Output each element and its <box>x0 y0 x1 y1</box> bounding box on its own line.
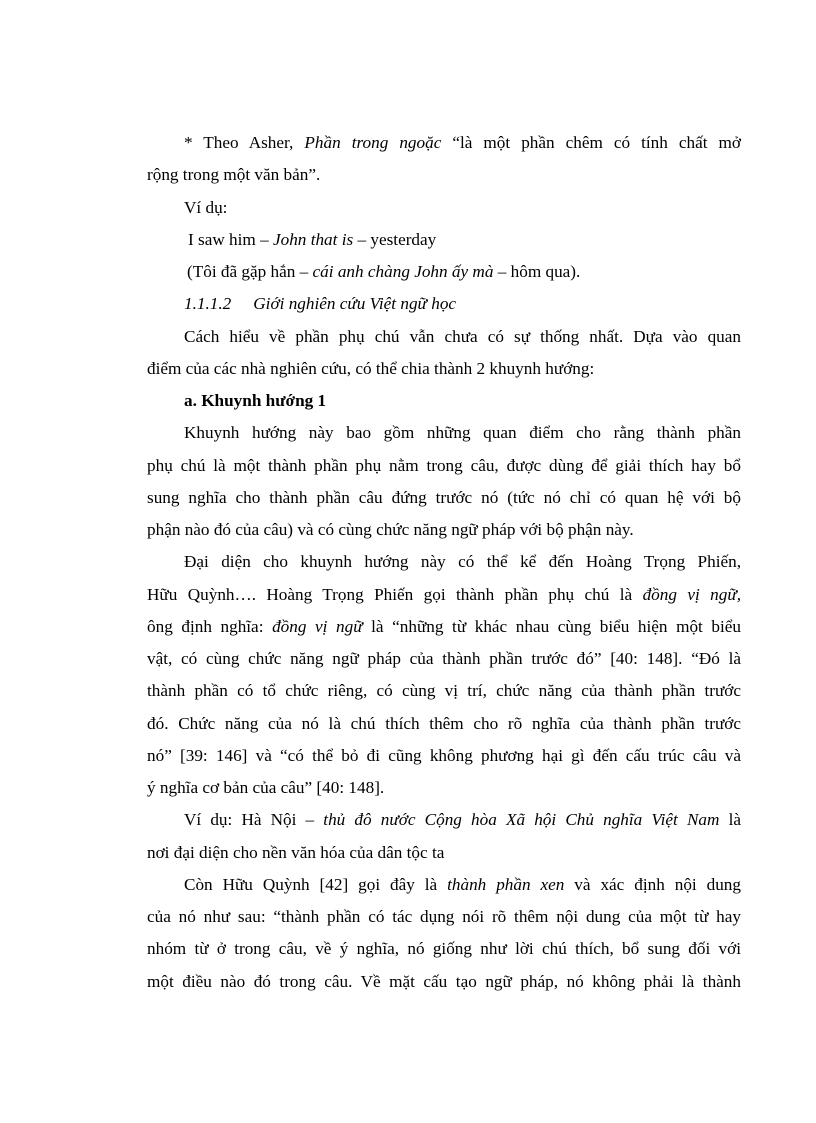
paragraph-3-line-3: sung nghĩa cho thành phần câu đứng trước nó (tức nó chỉ có quan hệ với bộ <box>147 487 741 507</box>
paragraph-3-line-1: Khuynh hướng này bao gồm những quan điểm cho rằng thành phần <box>184 423 741 443</box>
paragraph-4-line-1: Đại diện cho khuynh hướng này có thể kể đến Hoàng Trọng Phiến, <box>184 552 741 572</box>
paragraph-2-line-1: Cách hiểu về phần phụ chú vẫn chưa có sự thống nhất. Dựa vào quan <box>184 326 741 346</box>
paragraph-3-line-4: phận nào đó của câu) và có cùng chức năng ngữ pháp với bộ phận này. <box>147 520 634 539</box>
paragraph-3-line-2: phụ chú là một thành phần phụ nằm trong câu, được dùng để giải thích hay bổ <box>147 455 741 475</box>
example-label: Ví dụ: <box>184 197 228 217</box>
paragraph-6-line-2: của nó như sau: “thành phần có tác dụng nói rõ thêm nội dung của một từ hay <box>147 907 741 926</box>
paragraph-6-line-1: Còn Hữu Quỳnh [42] gọi đây là thành phần xen và xác định nội dung <box>184 874 741 894</box>
page-body <box>147 127 741 998</box>
section-number: 1.1.1.2 <box>184 294 232 314</box>
paragraph-2-line-2: điểm của các nhà nghiên cứu, có thể chia thành 2 khuynh hướng: <box>147 358 595 378</box>
paragraph-6-line-4: một điều nào đó trong câu. Về mặt cấu tạo ngữ pháp, nó không phải là thành <box>147 971 741 991</box>
paragraph-4-line-7: nó” [39: 146] và “có thể bỏ đi cũng không phương hại gì đến cấu trúc câu và <box>147 745 741 765</box>
paragraph-4-line-3: ông định nghĩa: đồng vị ngữ là “những từ khác nhau cùng biểu hiện một biểu <box>147 616 742 636</box>
paragraph-5-line-2: nơi đại diện cho nền văn hóa của dân tộc ta <box>147 842 445 862</box>
paragraph-4-line-5: thành phần có tổ chức riêng, có cùng vị trí, chức năng của thành phần trước <box>147 681 741 701</box>
paragraph-4-line-8: ý nghĩa cơ bản của câu” [40: 148]. <box>147 778 385 797</box>
asher-definition-line-1: * Theo Asher, Phần trong ngoặc “là một phần chêm có tính chất mở <box>184 133 742 152</box>
paragraph-4-line-4: vật, có cùng chức năng ngữ pháp của thành phần trước đó” [40: 148]. “Đó là <box>147 649 741 668</box>
example-vietnamese: (Tôi đã gặp hắn – cái anh chàng John ấy mà – hôm qua). <box>187 262 581 281</box>
term-phan-trong-ngoac: Phần trong ngoặc <box>304 133 442 152</box>
paragraph-5-line-1: Ví dụ: Hà Nội – thủ đô nước Cộng hòa Xã hội Chủ nghĩa Việt Nam là <box>184 810 741 830</box>
paragraph-4-line-6: đó. Chức năng của nó là chú thích thêm cho rõ nghĩa của thành phần trước <box>147 713 741 733</box>
paragraph-4-line-2: Hữu Quỳnh…. Hoàng Trọng Phiến gọi thành phần phụ chú là đồng vị ngữ, <box>147 584 741 604</box>
paragraph-6-line-3: nhóm từ ở trong câu, về ý nghĩa, nó giống như lời chú thích, bổ sung đối với <box>147 939 741 959</box>
example-english: I saw him – John that is – yesterday <box>188 229 437 249</box>
asher-definition-line-2: rộng trong một văn bản”. <box>147 165 321 185</box>
section-heading <box>147 288 741 320</box>
section-title: Giới nghiên cứu Việt ngữ học <box>253 294 457 314</box>
subheading-khuynh-huong-1: a. Khuynh hướng 1 <box>184 391 327 410</box>
